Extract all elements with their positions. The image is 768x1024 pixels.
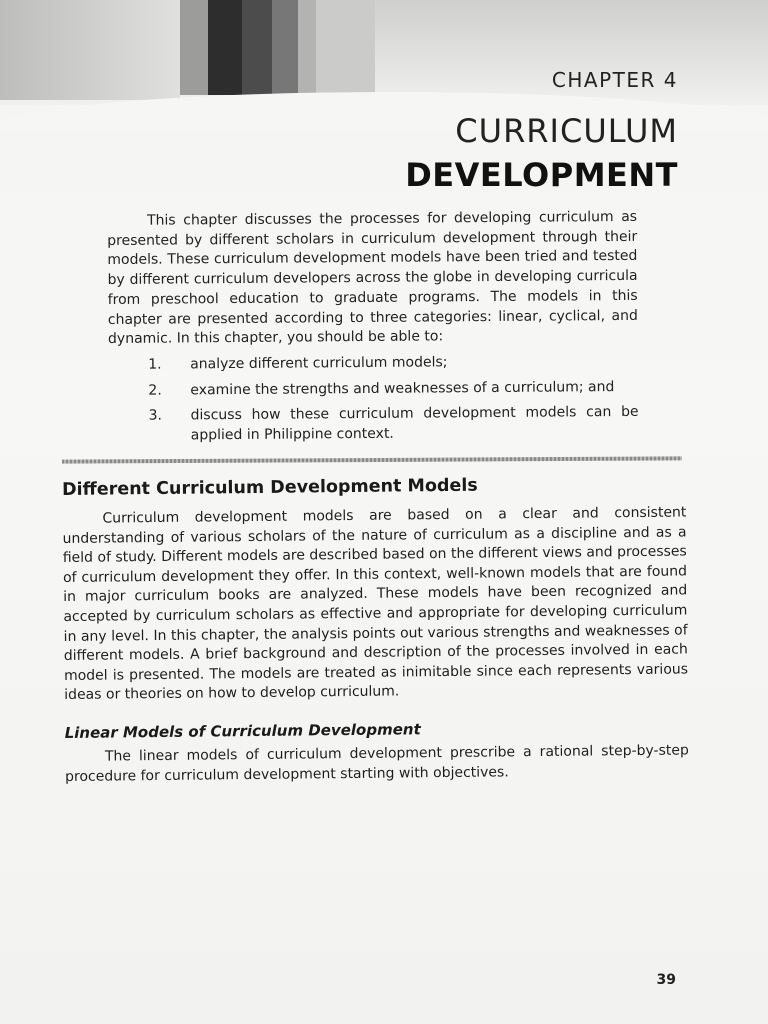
objective-number: 3. [148, 407, 163, 425]
chapter-intro [107, 208, 639, 453]
objective-text: discuss how these curriculum development models can be applied in Philippine context. [190, 404, 639, 444]
objective-item [108, 352, 638, 376]
section-paragraph: Curriculum development models are based on a clear and consistent understanding of various scholars of the nature of curriculum as a discipline and as a field of study. Different models are described based on the different views and processes of curriculum development they offer. In this context, well-known models that are found in major curriculum books are analyzed. These models have been recognized and accepted by curriculum scholars as effective and appropriate for developing curriculum in any level. In this chapter, the analysis points out various strengths and weaknesses of different models. A brief background and description of the processes involved in each model is presented. The models are treated as inimitable since each represents various ideas or theories on how to develop curriculum. [62, 504, 689, 704]
section-curriculum-models [62, 473, 689, 787]
banner-shade [0, 0, 180, 100]
page-number: 39 [656, 972, 676, 988]
section-divider [62, 456, 682, 463]
objective-item [109, 403, 639, 447]
intro-paragraph: This chapter discusses the processes for developing curriculum as presented by different scholars in curriculum development through their models. These curriculum development models have been tried and tested by different curriculum developers across the globe in developing curricula from preschool education to graduate programs. The models in this chapter are presented according to three categories: linear, cyclical, and dynamic. In this chapter, you should be able to: [107, 208, 638, 348]
objective-number: 1. [148, 356, 162, 373]
subsection-heading: Linear Models of Curriculum Development [64, 720, 421, 742]
chapter-label: CHAPTER 4 [551, 68, 678, 92]
banner-stripes [180, 0, 375, 95]
objective-number: 2. [148, 382, 162, 399]
section-heading: Different Curriculum Development Models [62, 475, 478, 500]
objective-text: examine the strengths and weaknesses of a curriculum; and [190, 378, 615, 398]
objective-item [108, 377, 638, 401]
subsection-paragraph: The linear models of curriculum development prescribe a rational step-by-step procedure for curriculum development starting with objectives. [65, 742, 689, 785]
objectives-list [108, 352, 639, 447]
objective-text: analyze different curriculum models; [190, 354, 448, 373]
chapter-title-line1: CURRICULUM [455, 112, 678, 150]
chapter-title-line2: DEVELOPMENT [405, 156, 678, 194]
